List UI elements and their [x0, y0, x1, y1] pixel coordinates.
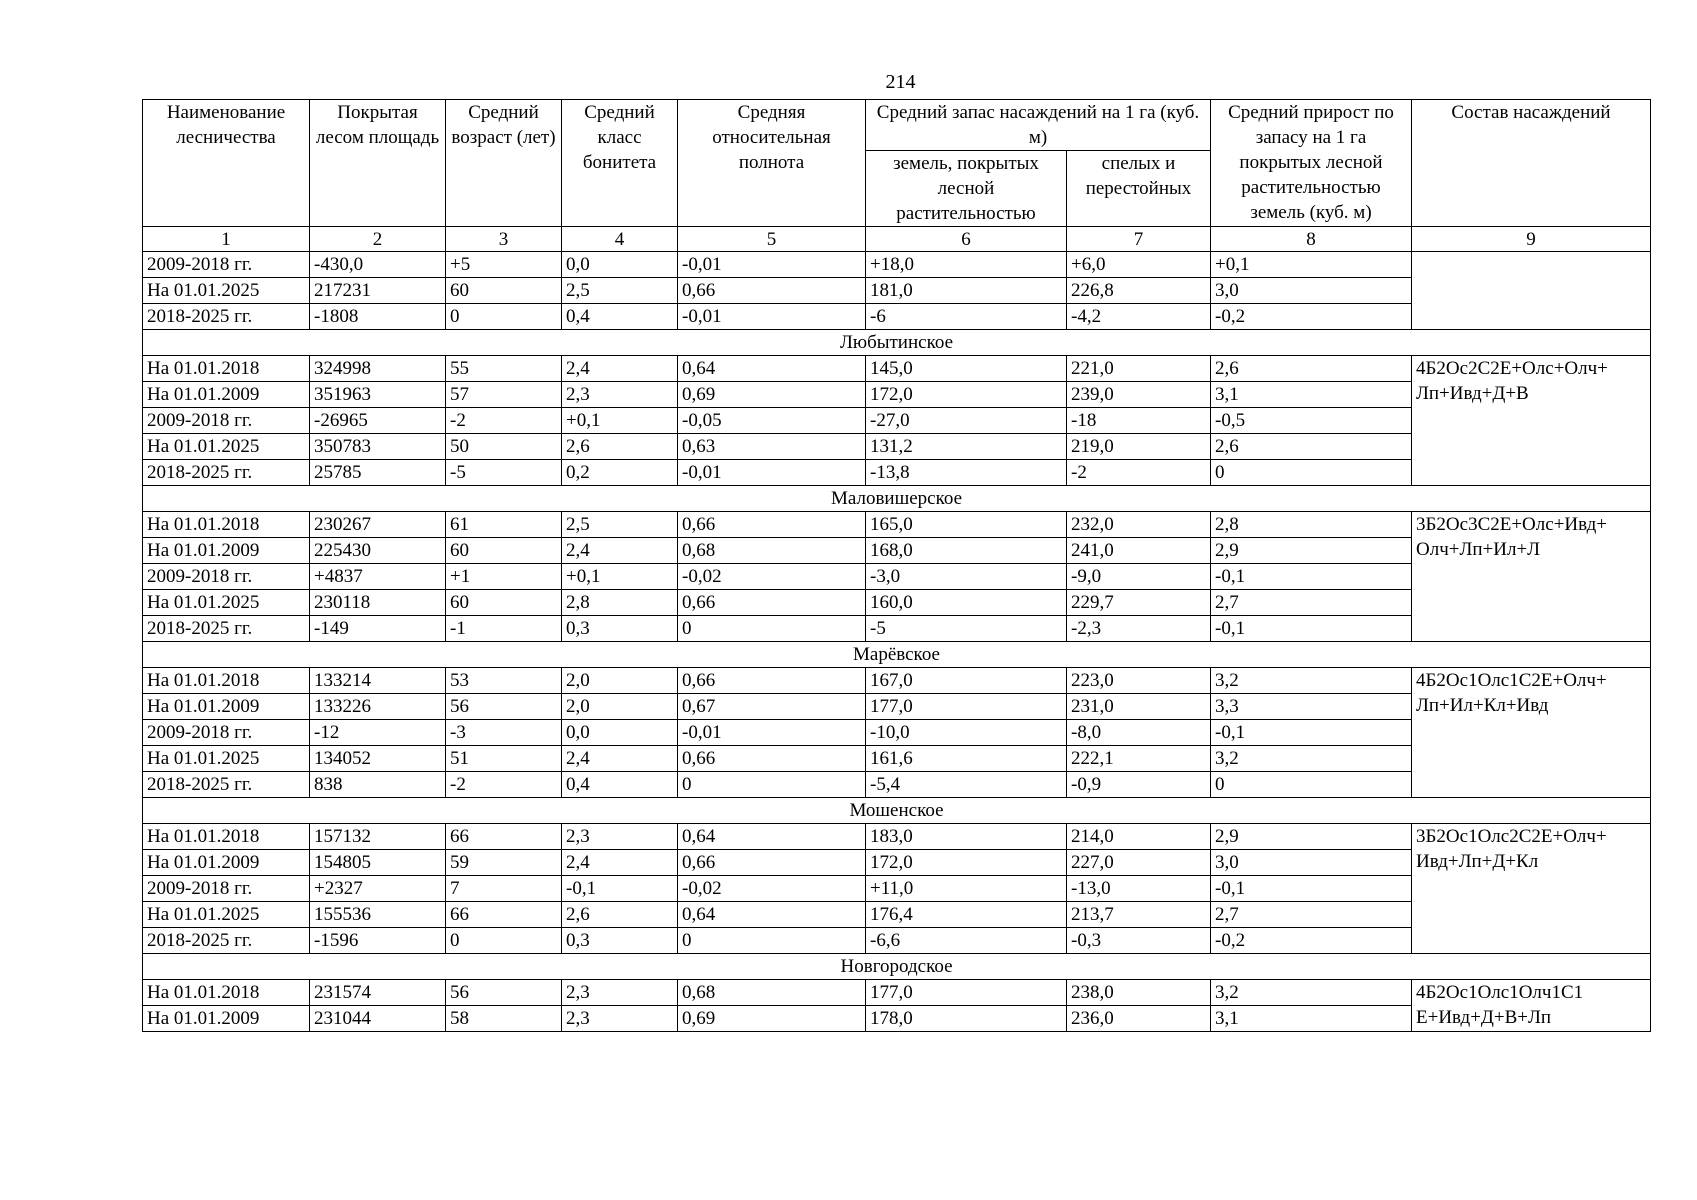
period-label: На 01.01.2018 [143, 824, 310, 850]
average-age-value: 0 [446, 928, 562, 954]
period-label: 2018-2025 гг. [143, 928, 310, 954]
relative-density-value: -0,01 [678, 460, 866, 486]
stock-mature-value: -2 [1067, 460, 1211, 486]
period-label: На 01.01.2009 [143, 1006, 310, 1032]
section-title: Маловишерское [143, 486, 1651, 512]
period-label: На 01.01.2018 [143, 980, 310, 1006]
period-label: 2009-2018 гг. [143, 252, 310, 278]
period-label: На 01.01.2009 [143, 538, 310, 564]
stock-mature-value: 213,7 [1067, 902, 1211, 928]
period-label: 2018-2025 гг. [143, 616, 310, 642]
forested-area-value: 230118 [310, 590, 446, 616]
table-row [143, 252, 1651, 278]
relative-density-value: 0,66 [678, 512, 866, 538]
forested-area-value: -12 [310, 720, 446, 746]
stock-forested-value: -27,0 [866, 408, 1067, 434]
stock-mature-value: 221,0 [1067, 356, 1211, 382]
header-forestry-name: Наименование лесничества [143, 100, 310, 227]
relative-density-value: -0,05 [678, 408, 866, 434]
increment-value: -0,5 [1211, 408, 1412, 434]
stock-mature-value: 239,0 [1067, 382, 1211, 408]
forested-area-value: 230267 [310, 512, 446, 538]
increment-value: 2,7 [1211, 902, 1412, 928]
relative-density-value: 0 [678, 616, 866, 642]
stock-mature-value: -0,3 [1067, 928, 1211, 954]
column-number: 8 [1211, 227, 1412, 252]
period-label: На 01.01.2018 [143, 668, 310, 694]
stock-mature-value: 238,0 [1067, 980, 1211, 1006]
site-class-value: 0,0 [562, 720, 678, 746]
section-row [143, 330, 1651, 356]
stock-forested-value: 145,0 [866, 356, 1067, 382]
section-row [143, 486, 1651, 512]
stock-mature-value: 219,0 [1067, 434, 1211, 460]
period-label: 2018-2025 гг. [143, 772, 310, 798]
site-class-value: 2,5 [562, 512, 678, 538]
section-row [143, 798, 1651, 824]
relative-density-value: 0,68 [678, 538, 866, 564]
site-class-value: 2,4 [562, 850, 678, 876]
column-number: 4 [562, 227, 678, 252]
site-class-value: 2,6 [562, 434, 678, 460]
forested-area-value: 217231 [310, 278, 446, 304]
section-title: Новгородское [143, 954, 1651, 980]
site-class-value: 0,0 [562, 252, 678, 278]
stock-forested-value: 172,0 [866, 850, 1067, 876]
increment-value: 2,7 [1211, 590, 1412, 616]
period-label: На 01.01.2018 [143, 356, 310, 382]
increment-value: 3,2 [1211, 668, 1412, 694]
stock-mature-value: -8,0 [1067, 720, 1211, 746]
relative-density-value: 0,64 [678, 902, 866, 928]
section-title: Марёвское [143, 642, 1651, 668]
site-class-value: 2,4 [562, 356, 678, 382]
table-body [143, 252, 1651, 1032]
header-average-age: Средний возраст (лет) [446, 100, 562, 227]
period-label: 2009-2018 гг. [143, 564, 310, 590]
relative-density-value: 0,63 [678, 434, 866, 460]
header-stock-mature-overmature: спелых и перестойных [1067, 151, 1211, 227]
period-label: 2018-2025 гг. [143, 460, 310, 486]
stock-mature-value: -13,0 [1067, 876, 1211, 902]
stock-mature-value: +6,0 [1067, 252, 1211, 278]
average-age-value: 58 [446, 1006, 562, 1032]
column-number: 5 [678, 227, 866, 252]
period-label: На 01.01.2009 [143, 694, 310, 720]
average-age-value: -5 [446, 460, 562, 486]
average-age-value: -2 [446, 408, 562, 434]
stock-forested-value: -13,8 [866, 460, 1067, 486]
increment-value: 3,2 [1211, 980, 1412, 1006]
relative-density-value: 0,66 [678, 668, 866, 694]
column-number: 3 [446, 227, 562, 252]
relative-density-value: 0,66 [678, 278, 866, 304]
increment-value: 3,1 [1211, 382, 1412, 408]
relative-density-value: -0,01 [678, 720, 866, 746]
stock-mature-value: -9,0 [1067, 564, 1211, 590]
increment-value: 2,9 [1211, 824, 1412, 850]
average-age-value: 60 [446, 538, 562, 564]
increment-value: -0,1 [1211, 616, 1412, 642]
site-class-value: 2,0 [562, 694, 678, 720]
stock-forested-value: +18,0 [866, 252, 1067, 278]
stock-forested-value: -3,0 [866, 564, 1067, 590]
stock-forested-value: +11,0 [866, 876, 1067, 902]
forested-area-value: 351963 [310, 382, 446, 408]
average-age-value: 56 [446, 694, 562, 720]
site-class-value: 0,2 [562, 460, 678, 486]
period-label: 2009-2018 гг. [143, 876, 310, 902]
forested-area-value: -149 [310, 616, 446, 642]
period-label: На 01.01.2025 [143, 278, 310, 304]
site-class-value: 0,4 [562, 772, 678, 798]
column-number: 2 [310, 227, 446, 252]
stock-forested-value: -5,4 [866, 772, 1067, 798]
stock-forested-value: 161,6 [866, 746, 1067, 772]
increment-value: 3,0 [1211, 850, 1412, 876]
period-label: 2009-2018 гг. [143, 720, 310, 746]
increment-value: 3,0 [1211, 278, 1412, 304]
stock-forested-value: 172,0 [866, 382, 1067, 408]
average-age-value: 51 [446, 746, 562, 772]
forested-area-value: 25785 [310, 460, 446, 486]
forested-area-value: -1596 [310, 928, 446, 954]
average-age-value: 53 [446, 668, 562, 694]
column-number-row [143, 227, 1651, 252]
site-class-value: 2,3 [562, 980, 678, 1006]
stand-composition-value: 3Б2Ос1Олс2С2Е+Олч+ Ивд+Лп+Д+Кл [1412, 824, 1651, 954]
relative-density-value: 0,69 [678, 382, 866, 408]
increment-value: 3,1 [1211, 1006, 1412, 1032]
average-age-value: 50 [446, 434, 562, 460]
stock-forested-value: 177,0 [866, 980, 1067, 1006]
stock-mature-value: 222,1 [1067, 746, 1211, 772]
forested-area-value: 838 [310, 772, 446, 798]
header-relative-density: Средняя относительная полнота [678, 100, 866, 227]
relative-density-value: -0,02 [678, 564, 866, 590]
site-class-value: -0,1 [562, 876, 678, 902]
stock-mature-value: -18 [1067, 408, 1211, 434]
section-title: Мошенское [143, 798, 1651, 824]
table-row [143, 668, 1651, 694]
increment-value: -0,1 [1211, 720, 1412, 746]
forested-area-value: 133214 [310, 668, 446, 694]
period-label: На 01.01.2025 [143, 746, 310, 772]
column-number: 9 [1412, 227, 1651, 252]
site-class-value: +0,1 [562, 408, 678, 434]
section-row [143, 642, 1651, 668]
stock-mature-value: 227,0 [1067, 850, 1211, 876]
stock-forested-value: -5 [866, 616, 1067, 642]
average-age-value: 60 [446, 590, 562, 616]
site-class-value: 2,3 [562, 824, 678, 850]
relative-density-value: 0,64 [678, 824, 866, 850]
relative-density-value: -0,02 [678, 876, 866, 902]
stock-mature-value: 223,0 [1067, 668, 1211, 694]
increment-value: 0 [1211, 460, 1412, 486]
header-average-stock-group: Средний запас насаждений на 1 га (куб. м) [866, 100, 1211, 151]
increment-value: -0,2 [1211, 928, 1412, 954]
stock-forested-value: 160,0 [866, 590, 1067, 616]
stock-forested-value: 183,0 [866, 824, 1067, 850]
stock-mature-value: -0,9 [1067, 772, 1211, 798]
stock-forested-value: 177,0 [866, 694, 1067, 720]
forested-area-value: 154805 [310, 850, 446, 876]
stock-forested-value: -10,0 [866, 720, 1067, 746]
site-class-value: 0,4 [562, 304, 678, 330]
table-row [143, 356, 1651, 382]
site-class-value: 2,8 [562, 590, 678, 616]
site-class-value: +0,1 [562, 564, 678, 590]
period-label: На 01.01.2025 [143, 434, 310, 460]
column-number: 7 [1067, 227, 1211, 252]
table-row [143, 980, 1651, 1006]
header-stock-forested-lands: земель, покрытых лесной растительностью [866, 151, 1067, 227]
stock-forested-value: 178,0 [866, 1006, 1067, 1032]
stock-mature-value: 232,0 [1067, 512, 1211, 538]
forested-area-value: -1808 [310, 304, 446, 330]
relative-density-value: 0,66 [678, 850, 866, 876]
period-label: На 01.01.2025 [143, 590, 310, 616]
average-age-value: -2 [446, 772, 562, 798]
average-age-value: +5 [446, 252, 562, 278]
average-age-value: 61 [446, 512, 562, 538]
forested-area-value: 225430 [310, 538, 446, 564]
stock-mature-value: 226,8 [1067, 278, 1211, 304]
forested-area-value: 231574 [310, 980, 446, 1006]
section-title: Любытинское [143, 330, 1651, 356]
period-label: 2009-2018 гг. [143, 408, 310, 434]
average-age-value: 66 [446, 824, 562, 850]
forested-area-value: -430,0 [310, 252, 446, 278]
period-label: На 01.01.2009 [143, 382, 310, 408]
average-age-value: -1 [446, 616, 562, 642]
site-class-value: 2,0 [562, 668, 678, 694]
relative-density-value: 0 [678, 928, 866, 954]
forested-area-value: +2327 [310, 876, 446, 902]
stock-mature-value: 236,0 [1067, 1006, 1211, 1032]
increment-value: -0,1 [1211, 876, 1412, 902]
section-row [143, 954, 1651, 980]
forested-area-value: 155536 [310, 902, 446, 928]
stock-forested-value: 165,0 [866, 512, 1067, 538]
increment-value: +0,1 [1211, 252, 1412, 278]
stock-forested-value: 167,0 [866, 668, 1067, 694]
stand-composition-value: 4Б2Ос1Олс1С2Е+Олч+ Лп+Ил+Кл+Ивд [1412, 668, 1651, 798]
increment-value: 2,6 [1211, 434, 1412, 460]
stand-composition-value [1412, 252, 1651, 330]
stock-mature-value: -2,3 [1067, 616, 1211, 642]
stand-composition-value: 3Б2Ос3С2Е+Олс+Ивд+ Олч+Лп+Ил+Л [1412, 512, 1651, 642]
period-label: На 01.01.2025 [143, 902, 310, 928]
stock-mature-value: -4,2 [1067, 304, 1211, 330]
stock-forested-value: -6 [866, 304, 1067, 330]
site-class-value: 0,3 [562, 928, 678, 954]
relative-density-value: 0,64 [678, 356, 866, 382]
increment-value: 0 [1211, 772, 1412, 798]
stock-mature-value: 231,0 [1067, 694, 1211, 720]
table-row [143, 512, 1651, 538]
header-forested-area: Покрытая лесом площадь [310, 100, 446, 227]
increment-value: 2,8 [1211, 512, 1412, 538]
column-number: 1 [143, 227, 310, 252]
stock-forested-value: 131,2 [866, 434, 1067, 460]
stock-mature-value: 241,0 [1067, 538, 1211, 564]
stock-forested-value: 168,0 [866, 538, 1067, 564]
relative-density-value: 0,67 [678, 694, 866, 720]
average-age-value: 60 [446, 278, 562, 304]
table-row [143, 824, 1651, 850]
increment-value: 3,3 [1211, 694, 1412, 720]
stock-mature-value: 229,7 [1067, 590, 1211, 616]
stand-composition-value: 4Б2Ос1Олс1Олч1С1 Е+Ивд+Д+В+Лп [1412, 980, 1651, 1032]
column-number: 6 [866, 227, 1067, 252]
table-header [143, 100, 1651, 252]
header-site-class: Средний класс бонитета [562, 100, 678, 227]
site-class-value: 0,3 [562, 616, 678, 642]
forested-area-value: 324998 [310, 356, 446, 382]
average-age-value: 55 [446, 356, 562, 382]
stand-composition-value: 4Б2Ос2С2Е+Олс+Олч+ Лп+Ивд+Д+В [1412, 356, 1651, 486]
average-age-value: 56 [446, 980, 562, 1006]
period-label: На 01.01.2018 [143, 512, 310, 538]
forested-area-value: 157132 [310, 824, 446, 850]
average-age-value: +1 [446, 564, 562, 590]
forested-area-value: -26965 [310, 408, 446, 434]
page-number: 214 [885, 71, 916, 93]
site-class-value: 2,3 [562, 1006, 678, 1032]
relative-density-value: -0,01 [678, 252, 866, 278]
site-class-value: 2,3 [562, 382, 678, 408]
forested-area-value: 231044 [310, 1006, 446, 1032]
forested-area-value: +4837 [310, 564, 446, 590]
increment-value: 2,6 [1211, 356, 1412, 382]
site-class-value: 2,4 [562, 746, 678, 772]
average-age-value: 57 [446, 382, 562, 408]
period-label: 2018-2025 гг. [143, 304, 310, 330]
stock-forested-value: 176,4 [866, 902, 1067, 928]
forestry-statistics-table [142, 99, 1651, 1032]
relative-density-value: 0,66 [678, 746, 866, 772]
stock-forested-value: -6,6 [866, 928, 1067, 954]
average-age-value: 59 [446, 850, 562, 876]
relative-density-value: 0,69 [678, 1006, 866, 1032]
relative-density-value: 0,66 [678, 590, 866, 616]
average-age-value: 0 [446, 304, 562, 330]
average-age-value: 7 [446, 876, 562, 902]
relative-density-value: -0,01 [678, 304, 866, 330]
site-class-value: 2,5 [562, 278, 678, 304]
increment-value: -0,2 [1211, 304, 1412, 330]
relative-density-value: 0,68 [678, 980, 866, 1006]
period-label: На 01.01.2009 [143, 850, 310, 876]
relative-density-value: 0 [678, 772, 866, 798]
header-average-increment: Средний прирост по запасу на 1 га покрытых лесной растительностью земель (куб. м) [1211, 100, 1412, 227]
stock-forested-value: 181,0 [866, 278, 1067, 304]
site-class-value: 2,6 [562, 902, 678, 928]
increment-value: -0,1 [1211, 564, 1412, 590]
stock-mature-value: 214,0 [1067, 824, 1211, 850]
increment-value: 2,9 [1211, 538, 1412, 564]
site-class-value: 2,4 [562, 538, 678, 564]
forested-area-value: 133226 [310, 694, 446, 720]
header-stand-composition: Состав насаждений [1412, 100, 1651, 227]
forested-area-value: 134052 [310, 746, 446, 772]
average-age-value: 66 [446, 902, 562, 928]
increment-value: 3,2 [1211, 746, 1412, 772]
forested-area-value: 350783 [310, 434, 446, 460]
average-age-value: -3 [446, 720, 562, 746]
